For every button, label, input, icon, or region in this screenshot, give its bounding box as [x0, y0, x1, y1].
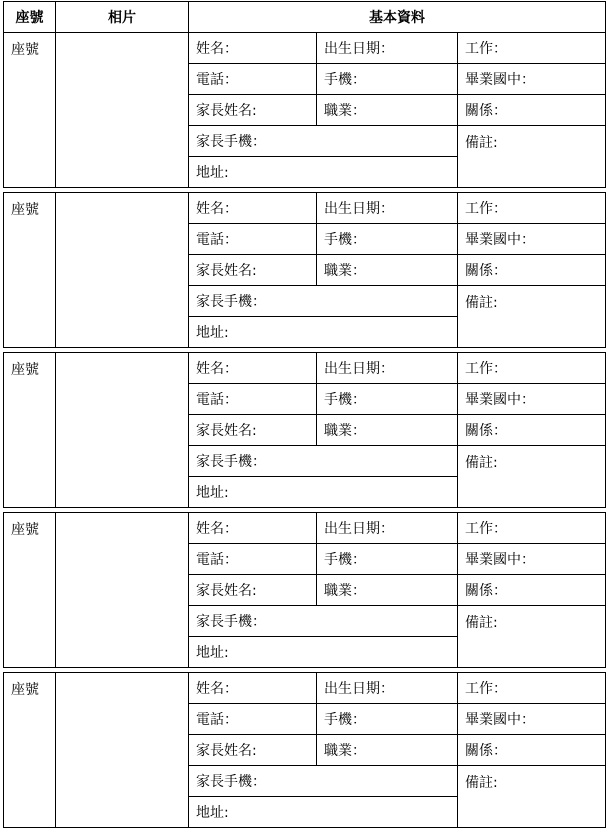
parent-mobile-field[interactable]: 家長手機： [189, 446, 458, 477]
parent-mobile-field[interactable]: 家長手機： [189, 126, 458, 157]
birth-date-field[interactable]: 出生日期： [317, 513, 458, 544]
mobile-field[interactable]: 手機： [317, 704, 458, 735]
parent-name-field[interactable]: 家長姓名: [189, 735, 317, 766]
parent-mobile-field[interactable]: 家長手機： [189, 766, 458, 797]
mobile-field[interactable]: 手機： [317, 64, 458, 95]
parent-name-field[interactable]: 家長姓名: [189, 95, 317, 126]
junior-high-field[interactable]: 畢業國中： [458, 224, 606, 255]
parent-mobile-field[interactable]: 家長手機： [189, 606, 458, 637]
student-record [3, 672, 606, 828]
parent-name-field[interactable]: 家長姓名: [189, 415, 317, 446]
parent-name-field[interactable]: 家長姓名: [189, 575, 317, 606]
remarks-field[interactable]: 備註: [458, 286, 606, 348]
occupation-field[interactable]: 職業： [317, 95, 458, 126]
photo-box [56, 193, 189, 348]
name-field[interactable]: 姓名： [189, 673, 317, 704]
job-field[interactable]: 工作： [458, 33, 606, 64]
seat-cell: 座號 [4, 513, 56, 668]
address-field[interactable]: 地址: [189, 157, 458, 188]
parent-name-field[interactable]: 家長姓名: [189, 255, 317, 286]
photo-box [56, 33, 189, 188]
occupation-field[interactable]: 職業： [317, 255, 458, 286]
birth-date-field[interactable]: 出生日期： [317, 673, 458, 704]
remarks-field[interactable]: 備註: [458, 126, 606, 188]
junior-high-field[interactable]: 畢業國中： [458, 704, 606, 735]
seat-cell: 座號 [4, 353, 56, 508]
phone-field[interactable]: 電話： [189, 64, 317, 95]
seat-cell: 座號 [4, 673, 56, 828]
relation-field[interactable]: 關係： [458, 415, 606, 446]
birth-date-field[interactable]: 出生日期： [317, 33, 458, 64]
remarks-field[interactable]: 備註: [458, 446, 606, 508]
job-field[interactable]: 工作： [458, 353, 606, 384]
seat-cell: 座號 [4, 193, 56, 348]
birth-date-field[interactable]: 出生日期： [317, 353, 458, 384]
address-field[interactable]: 地址: [189, 477, 458, 508]
mobile-field[interactable]: 手機： [317, 544, 458, 575]
student-record [3, 512, 606, 668]
birth-date-field[interactable]: 出生日期： [317, 193, 458, 224]
phone-field[interactable]: 電話： [189, 224, 317, 255]
occupation-field[interactable]: 職業： [317, 735, 458, 766]
remarks-field[interactable]: 備註: [458, 606, 606, 668]
photo-box [56, 673, 189, 828]
address-field[interactable]: 地址: [189, 637, 458, 668]
photo-box [56, 353, 189, 508]
remarks-field[interactable]: 備註: [458, 766, 606, 828]
name-field[interactable]: 姓名： [189, 193, 317, 224]
student-record [3, 352, 606, 508]
relation-field[interactable]: 關係： [458, 575, 606, 606]
relation-field[interactable]: 關係： [458, 95, 606, 126]
student-record [3, 192, 606, 348]
photo-box [56, 513, 189, 668]
address-field[interactable]: 地址: [189, 797, 458, 828]
phone-field[interactable]: 電話： [189, 704, 317, 735]
job-field[interactable]: 工作： [458, 673, 606, 704]
relation-field[interactable]: 關係： [458, 255, 606, 286]
occupation-field[interactable]: 職業： [317, 415, 458, 446]
name-field[interactable]: 姓名： [189, 513, 317, 544]
junior-high-field[interactable]: 畢業國中： [458, 64, 606, 95]
student-record [3, 32, 606, 188]
seat-cell: 座號 [4, 33, 56, 188]
job-field[interactable]: 工作： [458, 513, 606, 544]
header-seat: 座號 [4, 2, 56, 33]
header-photo: 相片 [56, 2, 189, 33]
phone-field[interactable]: 電話： [189, 384, 317, 415]
header-info: 基本資料 [189, 2, 606, 33]
name-field[interactable]: 姓名： [189, 33, 317, 64]
junior-high-field[interactable]: 畢業國中： [458, 384, 606, 415]
parent-mobile-field[interactable]: 家長手機： [189, 286, 458, 317]
phone-field[interactable]: 電話： [189, 544, 317, 575]
name-field[interactable]: 姓名： [189, 353, 317, 384]
relation-field[interactable]: 關係： [458, 735, 606, 766]
address-field[interactable]: 地址: [189, 317, 458, 348]
header-table [3, 1, 606, 33]
job-field[interactable]: 工作： [458, 193, 606, 224]
mobile-field[interactable]: 手機： [317, 384, 458, 415]
junior-high-field[interactable]: 畢業國中： [458, 544, 606, 575]
mobile-field[interactable]: 手機： [317, 224, 458, 255]
occupation-field[interactable]: 職業： [317, 575, 458, 606]
